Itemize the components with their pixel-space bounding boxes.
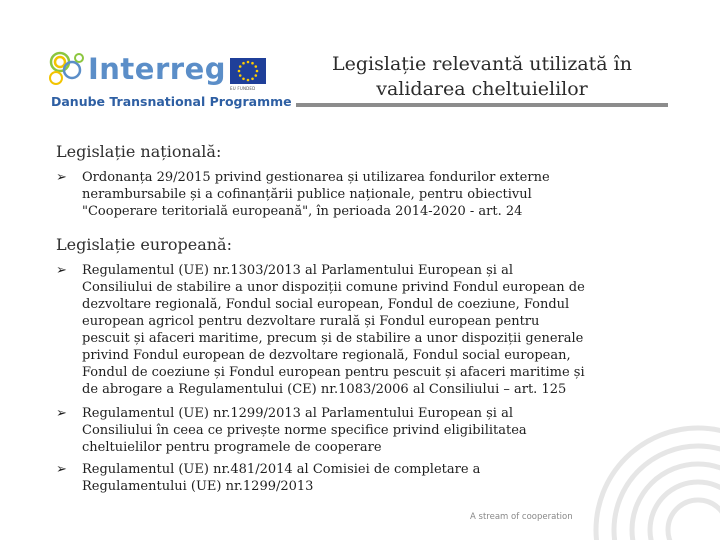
text-line: european agricol pentru dezvoltare rurală și Fondul european pentru — [82, 314, 540, 329]
arrow-bullet-icon: ➢ — [56, 462, 67, 477]
text-line: dezvoltare regională, Fondul social european, Fondul de coeziune, Fondul — [82, 297, 570, 312]
text-line: nerambursabile și a cofinanțării publice naționale, pentru obiectivul — [82, 187, 532, 202]
programme-name: Danube Transnational Programme — [51, 94, 292, 109]
footer-tagline: A stream of cooperation — [470, 512, 573, 522]
title-line-2: validarea cheltuielilor — [376, 78, 588, 100]
title-line-1: Legislație relevantă utilizată în — [332, 53, 632, 75]
national-bullet-1 — [56, 169, 676, 221]
decorative-swirl-icon — [548, 380, 720, 540]
cofund-label: EU FUNDED — [230, 86, 256, 91]
text-line: Regulamentul (UE) nr.1299/2013 al Parlamentului European și al — [82, 406, 513, 421]
bullet-text — [82, 262, 682, 398]
text-line: Consiliului în ceea ce privește norme specifice privind eligibilitatea — [82, 423, 527, 438]
text-line: pescuit și afaceri maritime, precum și de stabilire a unor dispoziții generale — [82, 331, 584, 346]
text-line: "Cooperare teritorială europeană", în perioada 2014-2020 - art. 24 — [82, 204, 523, 219]
text-line: Regulamentul (UE) nr.481/2014 al Comisiei de completare a — [82, 462, 481, 477]
text-line: Fondul de coeziune și Fondul european pentru pescuit și afaceri maritime și — [82, 365, 585, 380]
arrow-bullet-icon: ➢ — [56, 263, 67, 278]
text-line: Ordonanța 29/2015 privind gestionarea și utilizarea fondurilor externe — [82, 170, 550, 185]
eu-flag-icon — [230, 58, 266, 84]
national-heading: Legislație națională: — [56, 142, 222, 161]
text-line: de abrogare a Regulamentului (CE) nr.1083/2006 al Consiliului – art. 125 — [82, 382, 567, 397]
arrow-bullet-icon: ➢ — [56, 170, 67, 185]
text-line: Regulamentul (UE) nr.1303/2013 al Parlamentului European și al — [82, 263, 513, 278]
title-underline — [296, 103, 668, 107]
bullet-text — [82, 169, 682, 220]
interreg-swirl-icon — [46, 48, 90, 90]
text-line: cheltuielilor pentru programele de cooperare — [82, 440, 382, 455]
text-line: Consiliului de stabilire a unor dispoziții comune privind Fondul european de — [82, 280, 585, 295]
slide-title — [296, 52, 668, 102]
text-line: Regulamentului (UE) nr.1299/2013 — [82, 479, 314, 494]
interreg-wordmark: Interreg — [88, 52, 226, 86]
text-line: privind Fondul european de dezvoltare regională, Fondul social european, — [82, 348, 571, 363]
european-heading: Legislație europeană: — [56, 235, 232, 254]
arrow-bullet-icon: ➢ — [56, 406, 67, 421]
interreg-logo — [46, 46, 292, 114]
